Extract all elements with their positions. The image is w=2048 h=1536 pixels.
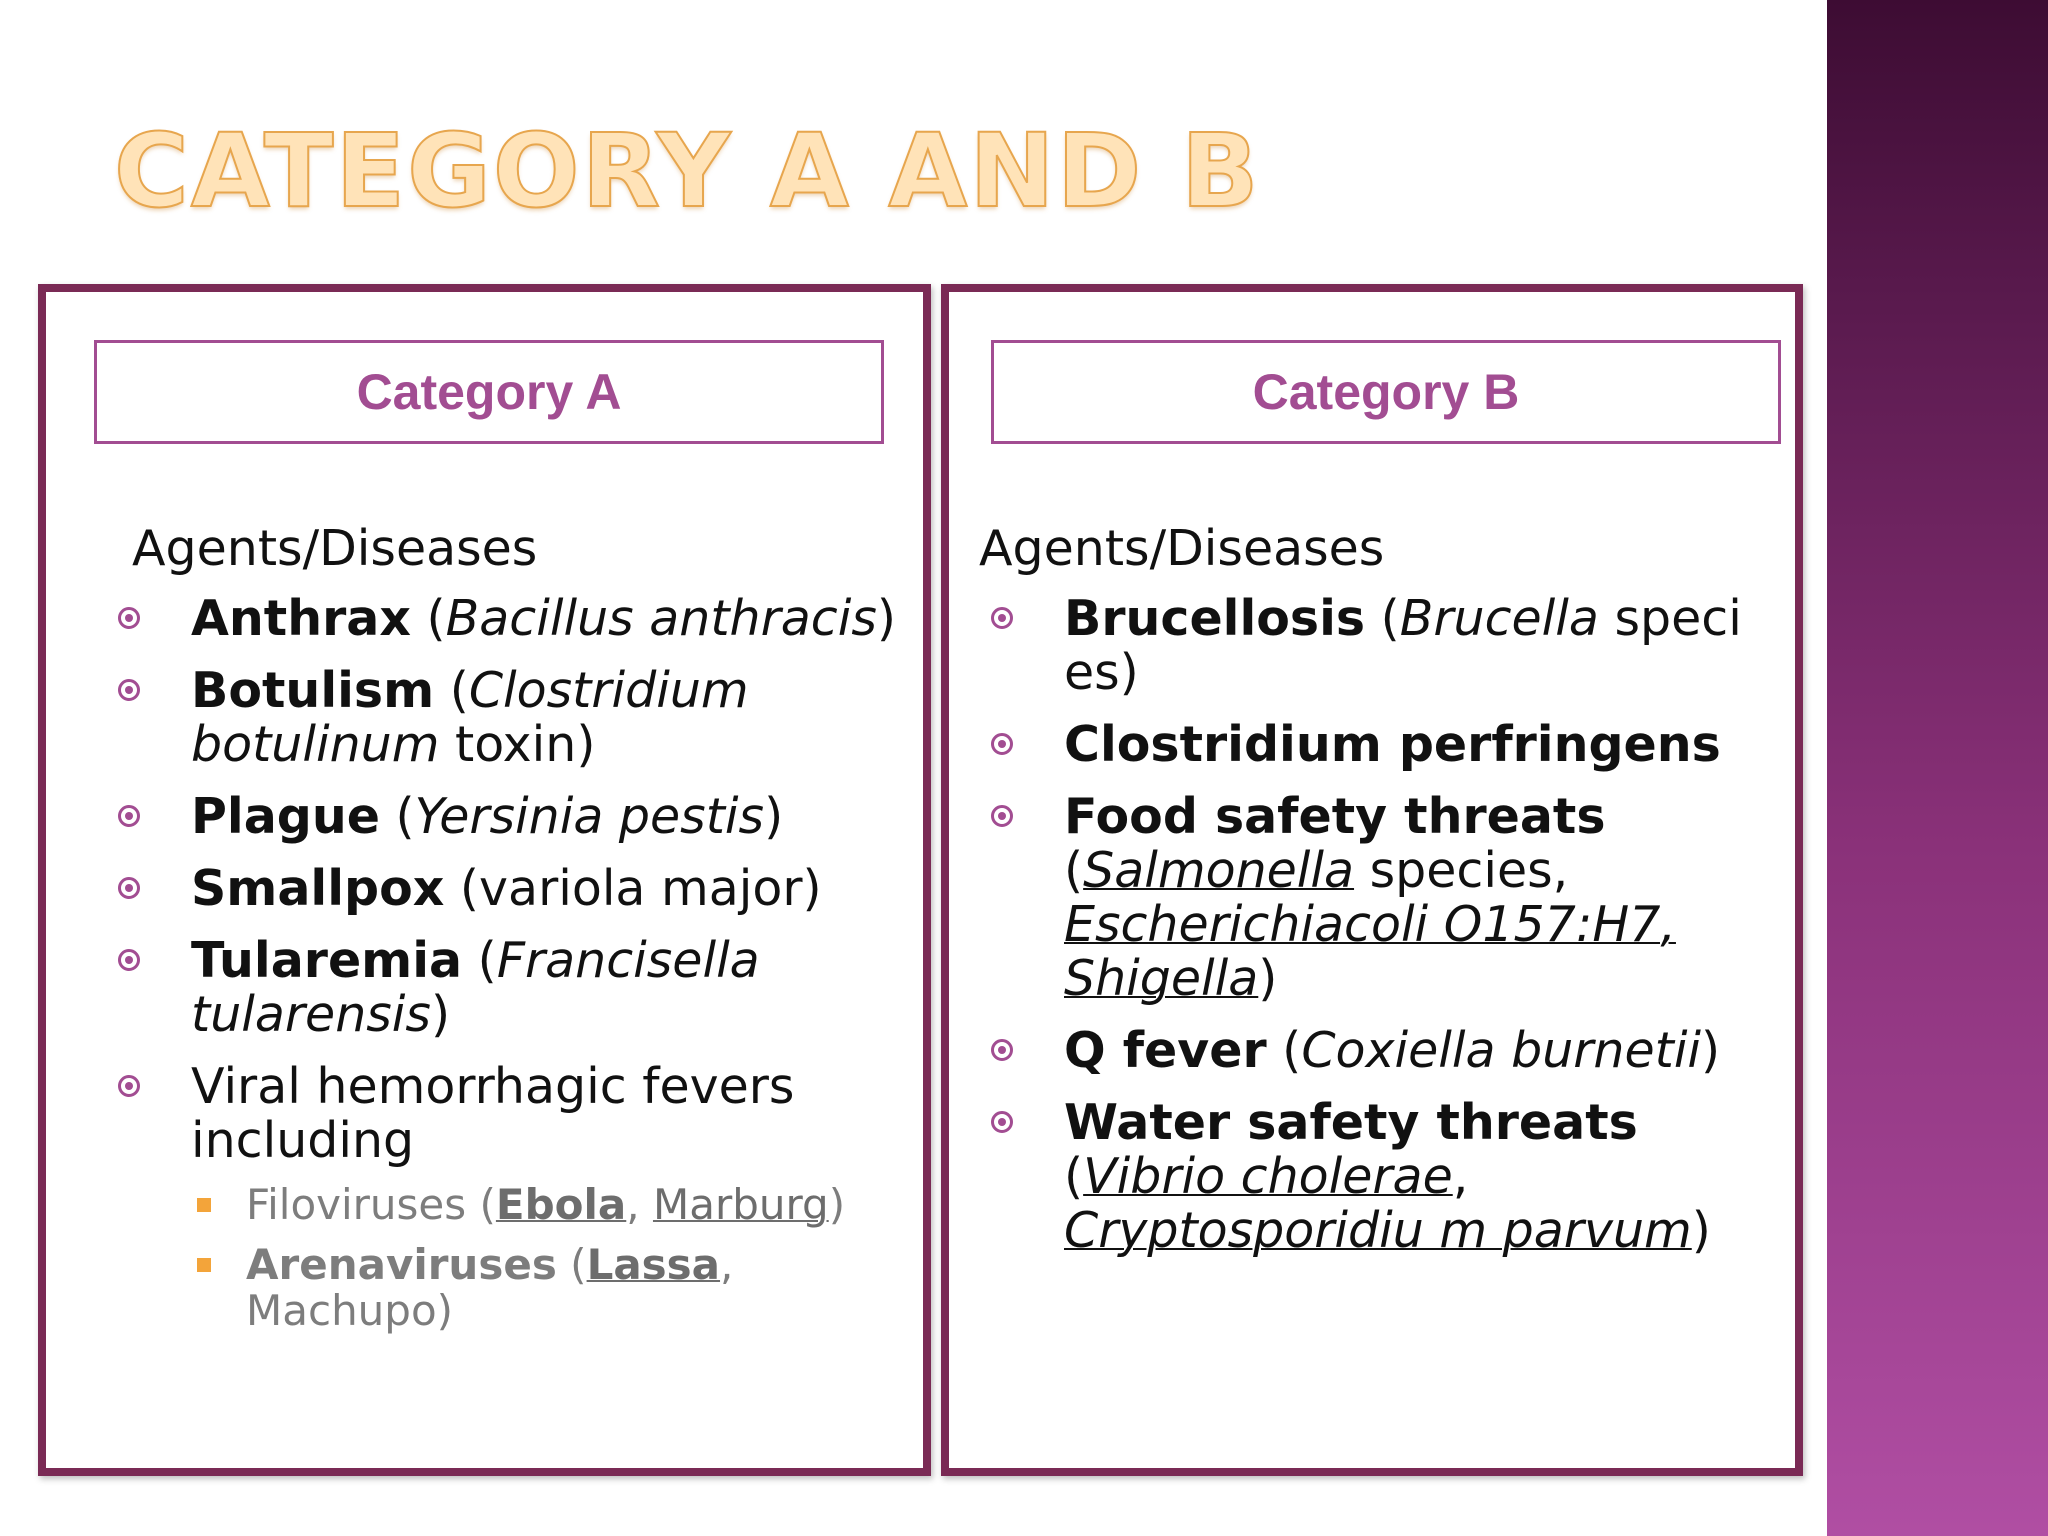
circle-bullet-icon <box>118 607 140 629</box>
circle-bullet-icon <box>118 877 140 899</box>
link-escherichia-coli[interactable]: Escherichiacoli O157:H7, <box>1064 896 1676 953</box>
item-name: Clostridium perfringens <box>1064 716 1721 773</box>
paren-open: ( <box>434 662 469 719</box>
separator: , <box>626 1180 653 1229</box>
list-item-tularemia <box>106 934 896 1042</box>
item-name: Anthrax <box>191 590 411 647</box>
category-b-list <box>979 592 1769 1276</box>
paren-open: ( <box>462 932 497 989</box>
paren-open: ( <box>556 1240 587 1289</box>
paren-open: ( <box>1064 842 1084 899</box>
paren-open: ( <box>410 590 446 647</box>
link-ebola[interactable]: Ebola <box>495 1180 627 1229</box>
circle-bullet-icon <box>991 1039 1013 1061</box>
item-name: Arenaviruses <box>246 1240 557 1289</box>
category-b-header: Category B <box>991 340 1781 444</box>
item-name: Tularemia <box>191 932 463 989</box>
category-a-agents-label: Agents/Diseases <box>132 520 538 577</box>
circle-bullet-icon <box>991 733 1013 755</box>
list-item-botulism <box>106 664 896 772</box>
item-rest: Machupo) <box>246 1286 454 1335</box>
category-a-list <box>106 592 896 1352</box>
slide-title: CATEGORY A AND B <box>114 112 1261 231</box>
item-text: species, <box>1354 842 1569 899</box>
paren-close: ) <box>876 590 896 647</box>
link-lassa[interactable]: Lassa <box>586 1240 721 1289</box>
paren-close: ) <box>1258 950 1278 1007</box>
circle-bullet-icon <box>991 805 1013 827</box>
item-name: Botulism <box>191 662 435 719</box>
separator: , <box>1452 1148 1469 1205</box>
list-item-smallpox <box>106 862 896 916</box>
paren-close: ) <box>430 986 451 1043</box>
agent-name: Brucella <box>1399 590 1599 647</box>
item-name: Smallpox <box>191 860 445 917</box>
link-marburg[interactable]: Marburg <box>652 1180 829 1229</box>
list-item-food-safety-threats <box>979 790 1769 1006</box>
item-name: Food safety threats <box>1064 788 1606 845</box>
sub-item-arenaviruses <box>191 1242 896 1334</box>
paren-close: ) <box>1691 1202 1711 1259</box>
list-item-q-fever <box>979 1024 1769 1078</box>
list-item-anthrax <box>106 592 896 646</box>
category-b-panel <box>941 284 1803 1476</box>
list-item-water-safety-threats <box>979 1096 1769 1258</box>
agent-name: Francisella tularensis <box>191 932 760 1043</box>
circle-bullet-icon <box>991 1111 1013 1133</box>
agent-name: Coxiella burnetii <box>1301 1022 1702 1079</box>
sub-item-filoviruses <box>191 1182 896 1228</box>
item-rest: (variola major) <box>444 860 822 917</box>
paren-open: ( <box>1266 1022 1302 1079</box>
paren-open: ( <box>466 1180 496 1229</box>
item-name: Filoviruses <box>246 1180 467 1229</box>
link-vibrio-cholerae[interactable]: Vibrio cholerae <box>1083 1148 1453 1205</box>
circle-bullet-icon <box>118 1075 140 1097</box>
item-name: Q fever <box>1064 1022 1267 1079</box>
category-a-header: Category A <box>94 340 884 444</box>
list-item-brucellosis <box>979 592 1769 700</box>
list-item-clostridium-perfringens <box>979 718 1769 772</box>
agent-name: Bacillus anthracis <box>445 590 877 647</box>
agent-name: Clostridium botulinum <box>191 662 749 773</box>
square-bullet-icon <box>197 1198 211 1212</box>
item-rest: toxin) <box>439 716 596 773</box>
list-item-viral-hemorrhagic-fevers <box>106 1060 896 1334</box>
circle-bullet-icon <box>118 679 140 701</box>
item-name: Plague <box>191 788 380 845</box>
circle-bullet-icon <box>118 949 140 971</box>
circle-bullet-icon <box>991 607 1013 629</box>
square-bullet-icon <box>197 1258 211 1272</box>
paren-open: ( <box>1365 590 1400 647</box>
paren-close: ) <box>828 1180 846 1229</box>
item-name: Brucellosis <box>1064 590 1366 647</box>
paren-open: ( <box>379 788 415 845</box>
link-salmonella[interactable]: Salmonella <box>1083 842 1355 899</box>
category-a-panel <box>38 284 931 1476</box>
item-rest: speci es) <box>1064 590 1742 701</box>
list-item-plague <box>106 790 896 844</box>
item-name: Water safety threats <box>1064 1094 1638 1151</box>
separator: , <box>720 1240 734 1289</box>
paren-close: ) <box>764 788 784 845</box>
item-text: Viral hemorrhagic fevers including <box>191 1058 795 1169</box>
link-shigella[interactable]: Shigella <box>1064 950 1259 1007</box>
paren-close: ) <box>1701 1022 1721 1079</box>
link-cryptosporidium-parvum[interactable]: Cryptosporidiu m parvum <box>1064 1202 1692 1259</box>
decorative-side-bar <box>1827 0 2048 1536</box>
circle-bullet-icon <box>118 805 140 827</box>
paren-open: ( <box>1064 1148 1084 1205</box>
category-b-agents-label: Agents/Diseases <box>979 520 1385 577</box>
agent-name: Yersinia pestis <box>414 788 765 845</box>
vhf-sub-list <box>191 1182 896 1334</box>
